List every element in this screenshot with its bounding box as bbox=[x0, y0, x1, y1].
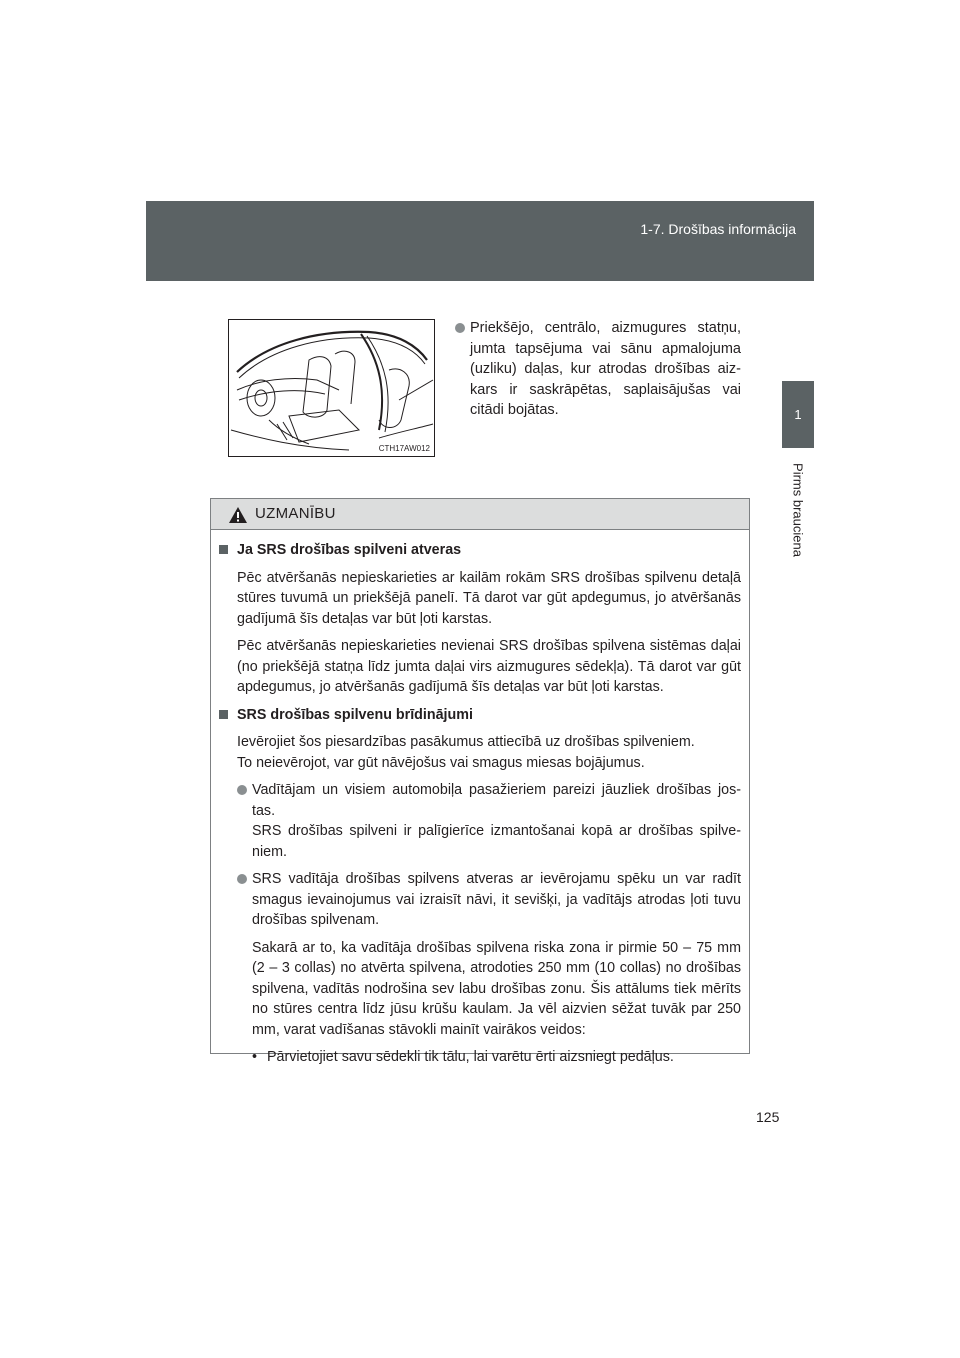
bullet-mark: • bbox=[252, 1049, 258, 1065]
paragraph-line: Ievērojiet šos piesardzības pasākumus attiecībā uz drošības spilveniem. bbox=[237, 734, 695, 750]
figure-code: CTH17AW012 bbox=[378, 444, 430, 453]
section-heading-airbag-deploy bbox=[219, 540, 741, 561]
bullet-dot-icon bbox=[455, 323, 465, 333]
list-item bbox=[219, 869, 741, 931]
section-heading-airbag-warnings bbox=[219, 705, 741, 726]
square-bullet-icon bbox=[219, 545, 228, 554]
list-item-text: SRS vadītāja drošības spilvens atveras ar ievērojamu spēku un var radīt smagus ievainojumus vai izraisīt nāvi, it sevišķi, ja vadītājs atrodas ļoti tuvu drošības spilvenam. bbox=[252, 871, 741, 928]
chapter-tab-number: 1 bbox=[794, 407, 802, 422]
paragraph-line: To neievērojot, var gūt nāvējošus vai smagus miesas bojājumus. bbox=[237, 754, 645, 771]
warning-box bbox=[210, 498, 750, 1065]
car-interior-illustration bbox=[228, 319, 435, 457]
page-number: 125 bbox=[756, 1109, 780, 1125]
bullet-dot-icon bbox=[237, 874, 247, 884]
paragraph: Pēc atvēršanās nepieskarieties nevienai SRS drošības spilvena sistēmas daļai (no priekšējā statņa līdz jumta daļai virs aizmugures sēdekļa). Tā darot var gūt apdegumus, jo atvēršanās gadījumā šīs detaļas var būt ļoti karstas. bbox=[237, 638, 741, 695]
list-item bbox=[219, 780, 741, 862]
list-item-text: SRS drošības spilveni ir palīgierīce izmantošanai kopā ar drošības spilve-niem. bbox=[252, 823, 741, 860]
section-heading-text: Ja SRS drošības spilveni atveras bbox=[237, 542, 462, 558]
warning-body bbox=[211, 530, 749, 1068]
square-bullet-icon bbox=[219, 710, 228, 719]
chapter-tab bbox=[782, 381, 814, 448]
paragraph: Sakarā ar to, ka vadītāja drošības spilvena riska zona ir pirmie 50 – 75 mm (2 – 3 collas) no atvērta spilvena, atrodoties 250 mm (10 collas) no drošības spilvena, vadītās nodrošina sev labu drošības zonu. Šis attālums tiek mērīts no stūres centra līdz jūsu krūšu kaulam. Ja vēl aizvien sēžat tuvāk par 250 mm, varat vadīšanas stāvokli mainīt vairākos veidos: bbox=[252, 939, 741, 1038]
section-title: 1-7. Drošības informācija bbox=[640, 221, 796, 237]
section-header-bar bbox=[146, 201, 814, 281]
paragraph: Pēc atvēršanās nepieskarieties ar kailām rokām SRS drošības spilvenu detaļā stūres tuvumā un priekšējā panelī. Tā darot var gūt apdegumus, jo atvēršanās gadījumā šīs detaļas var būt ļoti karstas. bbox=[237, 569, 741, 627]
warning-title: UZMANĪBU bbox=[255, 505, 336, 522]
list-item bbox=[219, 1047, 741, 1068]
car-interior-airbag-icon bbox=[229, 320, 434, 456]
damage-bullet bbox=[455, 318, 741, 421]
warning-triangle-icon bbox=[228, 506, 248, 524]
damage-bullet-text: Priekšējo, centrālo, aizmugures statņu, jumta tapsējuma vai sānu apmalojuma (uzliku) daļas, kur atrodas drošības aiz-kars ir saskrāpētas, saplaisājušas vai citādi bojātas. bbox=[470, 320, 741, 418]
list-item-text: Vadītājam un visiem automobiļa pasažieriem pareizi jāuzliek drošības jos-tas. bbox=[252, 782, 741, 819]
section-heading-text: SRS drošības spilvenu brīdinājumi bbox=[237, 706, 473, 723]
paragraph bbox=[219, 732, 741, 773]
bullet-dot-icon bbox=[237, 785, 247, 795]
warning-header bbox=[211, 499, 749, 530]
list-item-text: Pārvietojiet savu sēdekli tik tālu, lai varētu ērti aizsniegt pedāļus. bbox=[267, 1049, 674, 1065]
chapter-side-label: Pirms brauciena bbox=[790, 463, 806, 557]
